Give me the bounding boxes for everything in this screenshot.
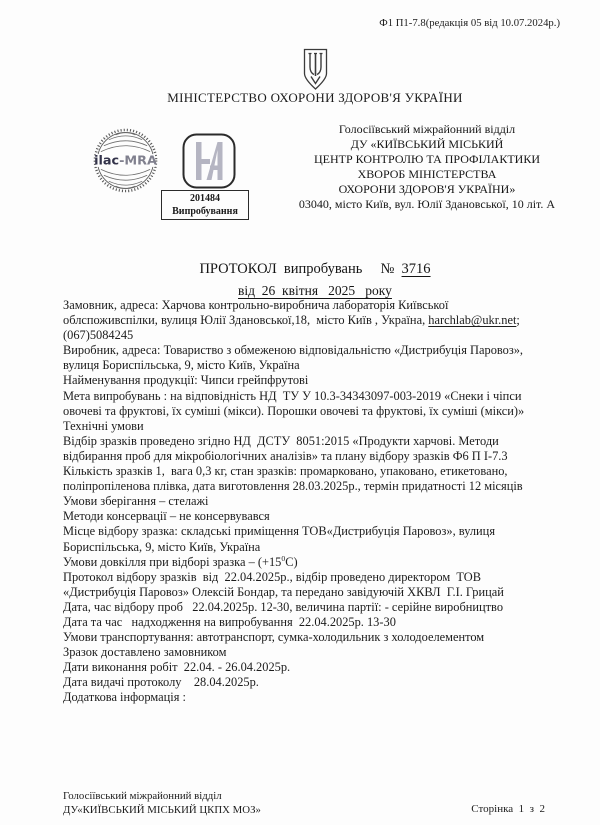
body-line: Дата видачі протоколу 28.04.2025р.	[63, 675, 259, 690]
office-address-line: Голосіївський міжрайонний відділ	[338, 122, 516, 136]
office-address-line: ОХОРОНИ ЗДОРОВ'Я УКРАЇНИ»	[338, 182, 516, 196]
body-line: Умови довкілля при відборі зразка – $(+15^0С)$	[63, 553, 298, 569]
body-line: Виробник, адреса: Товариство з обмеженою відповідальністю «Дистрибуція Паровоз», вулиця Бориспільська, 9, місто Київ, Україна	[63, 343, 527, 373]
office-address-line: ХВОРОБ МІНІСТЕРСТВА	[357, 167, 497, 181]
body-line: Відбір зразків проведено згідно НД ДСТУ 8051:2015 «Продукти харчові. Методи відбирання проб для мікробіологічних аналізів» та плану відбору зразків Ф6 П І-7.3	[63, 433, 508, 463]
trident-emblem	[302, 48, 329, 96]
svg-text:ilac-MRA: ilac-MRA	[94, 153, 157, 169]
body-line: Протокол відбору зразків від 22.04.2025р., відбір проведено директором ТОВ «Дистрибуція Паровоз» Олексій Бондар, та передано завідуючій ХКВЛ Г.І. Грицай	[63, 569, 504, 599]
page-number: Сторінка 1 з 2	[471, 803, 545, 815]
protocol-number: 3716	[401, 261, 431, 277]
footer-office-line2: ДУ«КИЇВСЬКИЙ МІСЬКИЙ ЦКПХ МОЗ»	[63, 803, 261, 816]
body-line: Дати виконання робіт 22.04. - 26.04.2025р.	[63, 660, 291, 675]
body-line: Найменування продукції: Чипси грейпфрутові	[63, 373, 309, 388]
office-address-line: ДУ «КИЇВСЬКИЙ МІСЬКИЙ	[350, 137, 504, 151]
body-line: Місце відбору зразка: складські приміщення ТОВ«Дистрибуція Паровоз», вулиця Бориспільська, 9, місто Київ, Україна	[63, 524, 499, 554]
protocol-title	[15, 261, 600, 278]
body-line: Умови зберігання – стелажі	[63, 494, 209, 509]
body-line: Додаткова інформація :	[63, 690, 186, 705]
certificate-scope: Випробування	[172, 205, 238, 217]
protocol-number-sign: №	[362, 261, 402, 277]
office-address-block	[281, 122, 573, 212]
protocol-body	[63, 298, 542, 706]
body-line: Зразок доставлено замовником	[63, 645, 227, 660]
protocol-date: від 26 квітня 2025 року	[238, 283, 392, 298]
certificate-number: 201484	[190, 193, 220, 204]
form-code: Ф1 П1-7.8(редакція 05 від 10.07.2024р.)	[379, 17, 560, 29]
body-line: Дата, час відбору проб 22.04.2025р. 12-30, величина партії: - серійне виробництво	[63, 599, 504, 614]
body-line: Мета випробувань : на відповідність НД ТУ У 10.3-34343097-003-2019 «Снеки і чіпси овочеві та фруктові, їх суміші (мікси). Порошки овочеві та фруктові, їх суміші (мікси)» Технічні умови	[63, 388, 528, 433]
protocol-title-block	[15, 261, 600, 300]
body-line: Кількість зразків 1, вага 0,3 кг, стан зразків: промарковано, упаковано, етикетовано, поліпропіленова плівка, дата виготовлення 28.03.2025р., термін придатності 12 місяців	[63, 464, 523, 494]
footer-office-line1: Голосіївський міжрайонний відділ	[63, 790, 222, 802]
accreditation-certificate-box	[161, 190, 249, 220]
office-address-line: ЦЕНТР КОНТРОЛЮ ТА ПРОФІЛАКТИКИ	[313, 152, 541, 166]
office-address-line: 03040, місто Київ, вул. Юлії Здановської, 10 літ. А	[298, 197, 556, 211]
body-line: Дата та час надходження на випробування 22.04.2025р. 13-30	[63, 614, 396, 629]
body-line: Замовник, адреса: Харчова контрольно-виробнича лабораторія Київської облспоживспілки, вулиця Юлії Здановської,18, місто Київ , Україна, harchlab@ukr.net; (067)5084245	[63, 298, 523, 343]
ilac-mra-logo	[93, 128, 158, 198]
ministry-title: МІНІСТЕРСТВО ОХОРОНИ ЗДОРОВ'Я УКРАЇНИ	[167, 90, 463, 105]
body-line: Умови транспортування: автотранспорт, сумка-холодильник з холодоелементом	[63, 630, 485, 645]
footer-office-block	[63, 790, 261, 817]
protocol-title-label: ПРОТОКОЛ випробувань	[199, 261, 363, 277]
body-line: Методи консервації – не консервувався	[63, 509, 270, 524]
naau-accreditation-logo	[182, 133, 236, 194]
